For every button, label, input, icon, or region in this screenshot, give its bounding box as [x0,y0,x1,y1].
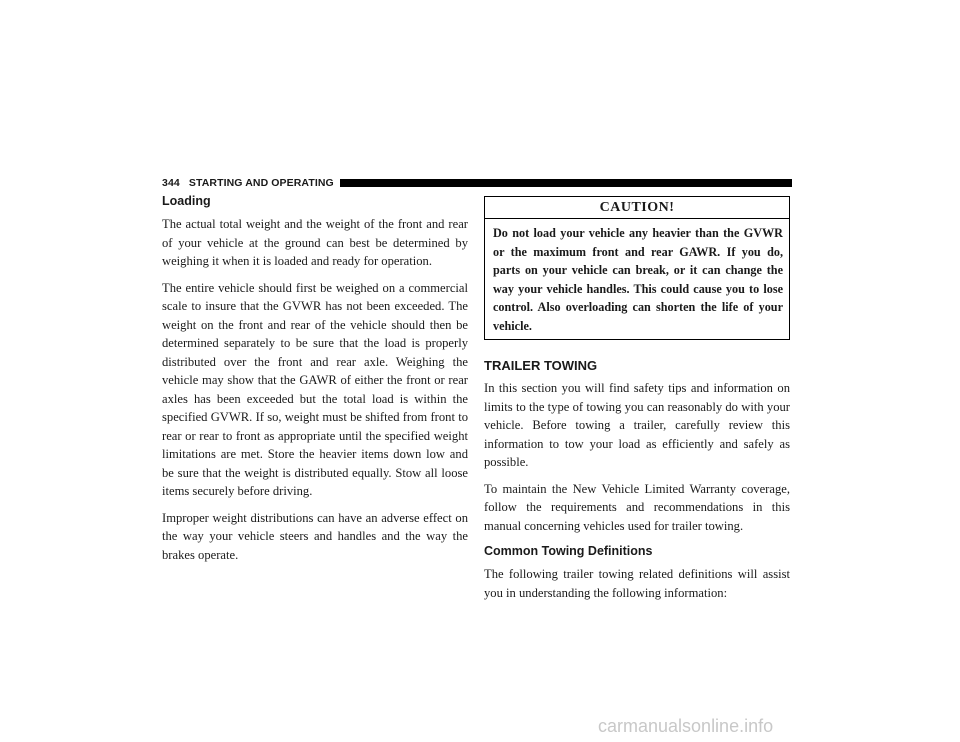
caution-box [484,196,790,340]
left-column [162,193,468,572]
caution-text: Do not load your vehicle any heavier than the GVWR or the maximum front and rear GAWR. If you do, parts on your vehicle can break, or it can change the way your vehicle handles. This could cause you to lose control. Also overloading can shorten the life of your vehicle. [493,226,783,333]
caution-title: CAUTION! [485,197,789,219]
loading-paragraph-2: The entire vehicle should first be weighed on a commercial scale to insure that the GVWR has not been exceeded. The weight on the front and rear of the vehicle should then be determined separately to be sure that the load is properly distributed over the front and rear axle. Weighing the vehicle may show that the GAWR of either the front or rear axles has been exceeded but the total load is within the specified GVWR. If so, weight must be shifted from front to rear or rear to front as appropriate until the specified weight limitations are met. Store the heavier items down low and be sure that the weight is distributed equally. Stow all loose items securely before driving. [162,280,468,498]
trailer-paragraph-1: In this section you will find safety tips and information on limits to the type of towing you can reasonably do with your vehicle. Before towing a trailer, carefully review this information to tow your load as efficiently and safely as possible. [484,381,790,469]
loading-paragraph-3: Improper weight distributions can have an adverse effect on the way your vehicle steers and handles and the way the brakes operate. [162,510,468,562]
page-header [162,176,792,190]
trailer-paragraph-2: To maintain the New Vehicle Limited Warranty coverage, follow the requirements and recommendations in this manual concerning vehicles used for trailer towing. [484,481,790,533]
definitions-heading: Common Towing Definitions [484,544,653,558]
trailer-towing-heading: TRAILER TOWING [484,358,598,373]
loading-paragraph-1: The actual total weight and the weight of the front and rear of your vehicle at the ground can best be determined by weighing it when it is loaded and ready for operation. [162,217,468,268]
right-column [484,193,790,610]
watermark: carmanualsonline.info [598,716,774,736]
loading-heading: Loading [162,194,211,208]
page-header-text [162,177,334,189]
definitions-paragraph: The following trailer towing related definitions will assist you in understanding the following information: [484,567,790,600]
section-title: STARTING AND OPERATING [188,177,334,189]
page-number: 344 [162,177,180,189]
header-rule [340,179,792,187]
